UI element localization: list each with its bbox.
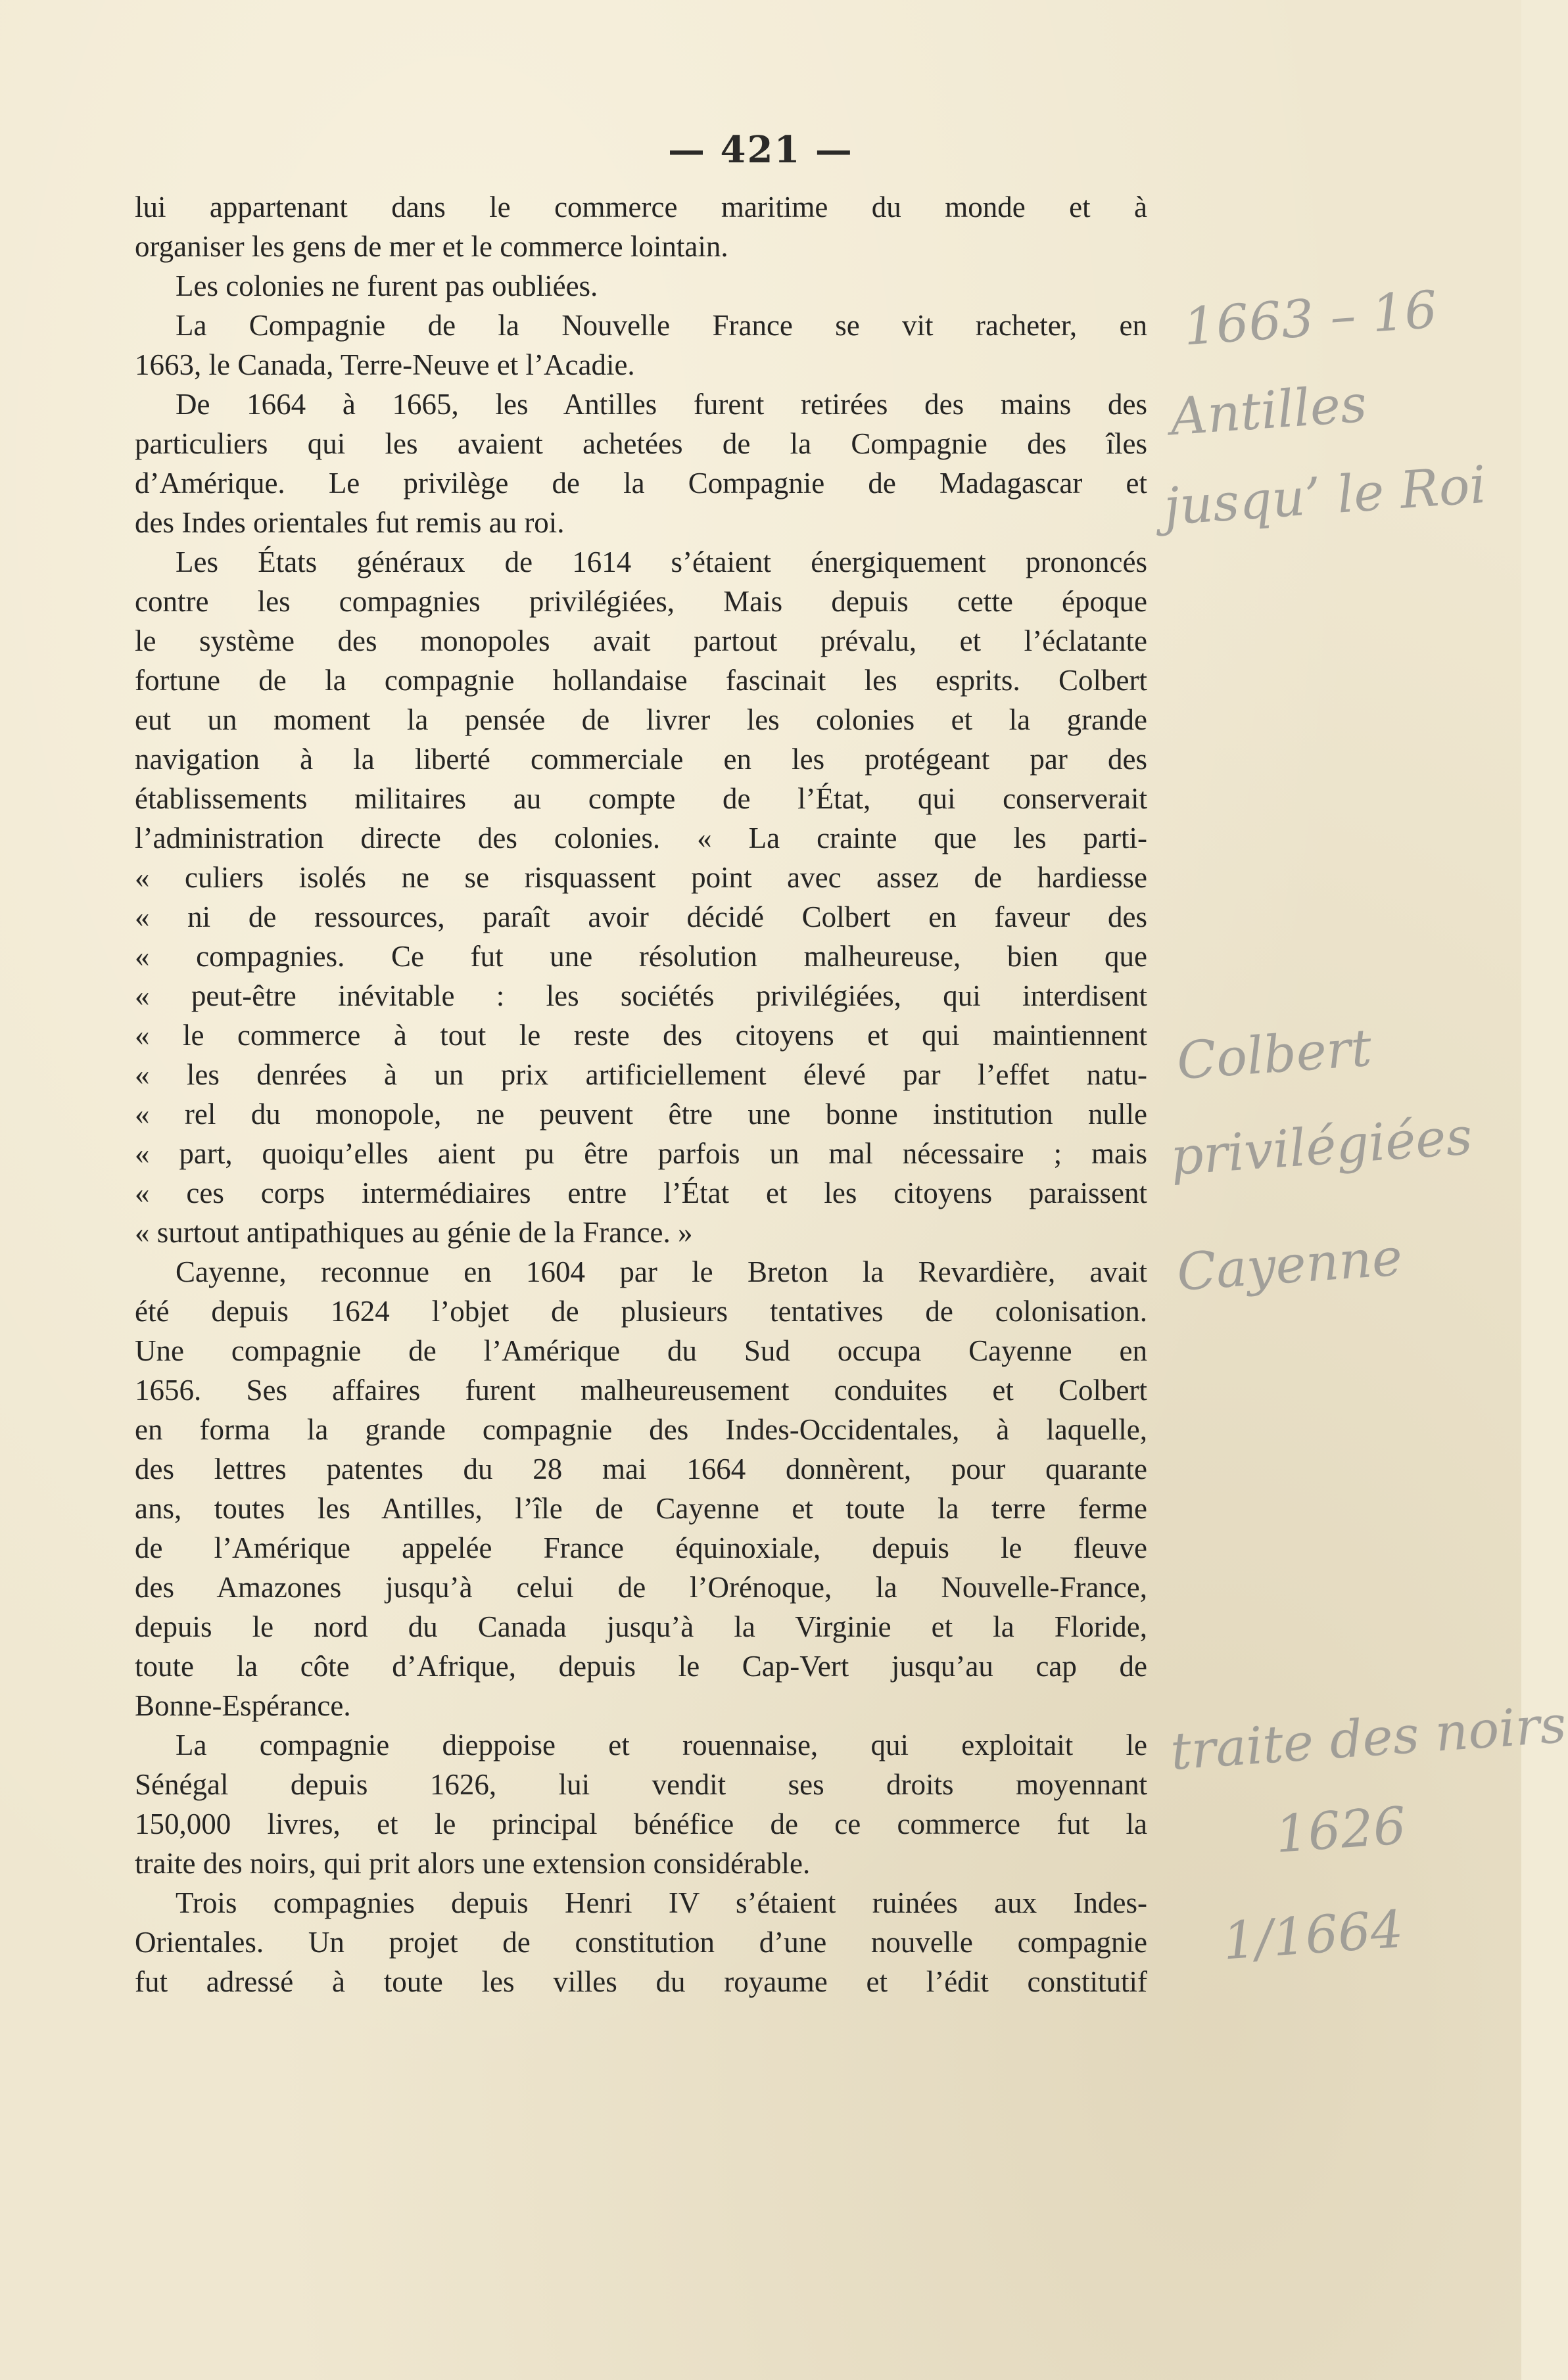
text-line: La Compagnie de la Nouvelle France se vit racheter, en (176, 309, 1147, 342)
margin-note: 1/1664 (1221, 1900, 1406, 1972)
text-line: La compagnie dieppoise et rouennaise, qui exploitait le (176, 1729, 1147, 1762)
text-line: « ces corps intermédiaires entre l’État et les citoyens paraissent (135, 1177, 1147, 1209)
text-line: des lettres patentes du 28 mai 1664 donnèrent, pour quarante (135, 1453, 1147, 1485)
handwritten-margin-notes (1157, 250, 1568, 2156)
text-line: navigation à la liberté commerciale en les protégeant par des (135, 743, 1147, 776)
text-line: en forma la grande compagnie des Indes-Occidentales, à laquelle, (135, 1413, 1147, 1446)
text-line: Sénégal depuis 1626, lui vendit ses droits moyennant (135, 1768, 1147, 1801)
text-line: organiser les gens de mer et le commerce lointain. (135, 230, 728, 263)
text-line: « le commerce à tout le reste des citoyens et qui maintiennent (135, 1019, 1147, 1052)
text-line: « compagnies. Ce fut une résolution malheureuse, bien que (135, 940, 1147, 973)
text-line: « rel du monopole, ne peuvent être une bonne institution nulle (135, 1098, 1147, 1131)
text-line: Les États généraux de 1614 s’étaient énergiquement prononcés (176, 546, 1147, 578)
text-line: Orientales. Un projet de constitution d’une nouvelle compagnie (135, 1926, 1147, 1959)
text-line: « peut-être inévitable : les sociétés privilégiées, qui interdisent (135, 979, 1147, 1012)
text-line: De 1664 à 1665, les Antilles furent retirées des mains des (176, 388, 1147, 421)
text-line: Une compagnie de l’Amérique du Sud occupa Cayenne en (135, 1334, 1147, 1367)
margin-note: traite des noirs (1168, 1695, 1568, 1782)
margin-note: Cayenne (1175, 1228, 1404, 1303)
margin-note: Colbert (1175, 1018, 1374, 1092)
text-line: « ni de ressources, paraît avoir décidé Colbert en faveur des (135, 900, 1147, 933)
text-line: des Amazones jusqu’à celui de l’Orénoque, la Nouvelle-France, (135, 1571, 1147, 1604)
margin-note: 1663 – 16 (1181, 280, 1440, 358)
margin-note: 1626 (1273, 1796, 1408, 1865)
text-line: 1656. Ses affaires furent malheureusement conduites et Colbert (135, 1374, 1147, 1407)
text-line: Les colonies ne furent pas oubliées. (176, 269, 598, 302)
text-line: été depuis 1624 l’objet de plusieurs tentatives de colonisation. (135, 1295, 1147, 1328)
text-line: Cayenne, reconnue en 1604 par le Breton la Revardière, avait (176, 1255, 1147, 1288)
text-line: Trois compagnies depuis Henri IV s’étaient ruinées aux Indes- (176, 1886, 1147, 1919)
text-line: 150,000 livres, et le principal bénéfice de ce commerce fut la (135, 1808, 1147, 1840)
text-line: des Indes orientales fut remis au roi. (135, 506, 565, 539)
text-line: de l’Amérique appelée France équinoxiale, depuis le fleuve (135, 1531, 1147, 1564)
margin-note: jusqu’ le Roi (1162, 455, 1488, 538)
text-line: « part, quoiqu’elles aient pu être parfois un mal nécessaire ; mais (135, 1137, 1147, 1170)
margin-note: privilégiées (1168, 1107, 1475, 1187)
text-line: 1663, le Canada, Terre-Neuve et l’Acadie. (135, 348, 635, 381)
text-line: traite des noirs, qui prit alors une extension considérable. (135, 1847, 811, 1880)
text-line: « surtout antipathiques au génie de la France. » (135, 1216, 693, 1249)
margin-note: Antilles (1168, 374, 1369, 448)
text-line: contre les compagnies privilégiées, Mais depuis cette époque (135, 585, 1147, 618)
page-number: — 421 — (668, 128, 853, 172)
text-line: fortune de la compagnie hollandaise fascinait les esprits. Colbert (135, 664, 1147, 697)
text-line: le système des monopoles avait partout prévalu, et l’éclatante (135, 624, 1147, 657)
text-line: « les denrées à un prix artificiellement élevé par l’effet natu- (135, 1058, 1147, 1091)
text-line: eut un moment la pensée de livrer les colonies et la grande (135, 703, 1147, 736)
text-line: toute la côte d’Afrique, depuis le Cap-Vert jusqu’au cap de (135, 1650, 1147, 1683)
body-text (135, 187, 1147, 2001)
text-line: d’Amérique. Le privilège de la Compagnie de Madagascar et (135, 467, 1147, 500)
text-line: lui appartenant dans le commerce maritime du monde et à (135, 191, 1147, 223)
text-line: fut adressé à toute les villes du royaume et l’édit constitutif (135, 1965, 1147, 1998)
text-line: établissements militaires au compte de l’État, qui conserverait (135, 782, 1147, 815)
text-line: « culiers isolés ne se risquassent point avec assez de hardiesse (135, 861, 1147, 894)
text-line: ans, toutes les Antilles, l’île de Cayenne et toute la terre ferme (135, 1492, 1147, 1525)
text-line: particuliers qui les avaient achetées de la Compagnie des îles (135, 427, 1147, 460)
text-line: Bonne-Espérance. (135, 1689, 351, 1722)
text-line: depuis le nord du Canada jusqu’à la Virginie et la Floride, (135, 1610, 1147, 1643)
text-line: l’administration directe des colonies. « La crainte que les parti- (135, 822, 1147, 854)
